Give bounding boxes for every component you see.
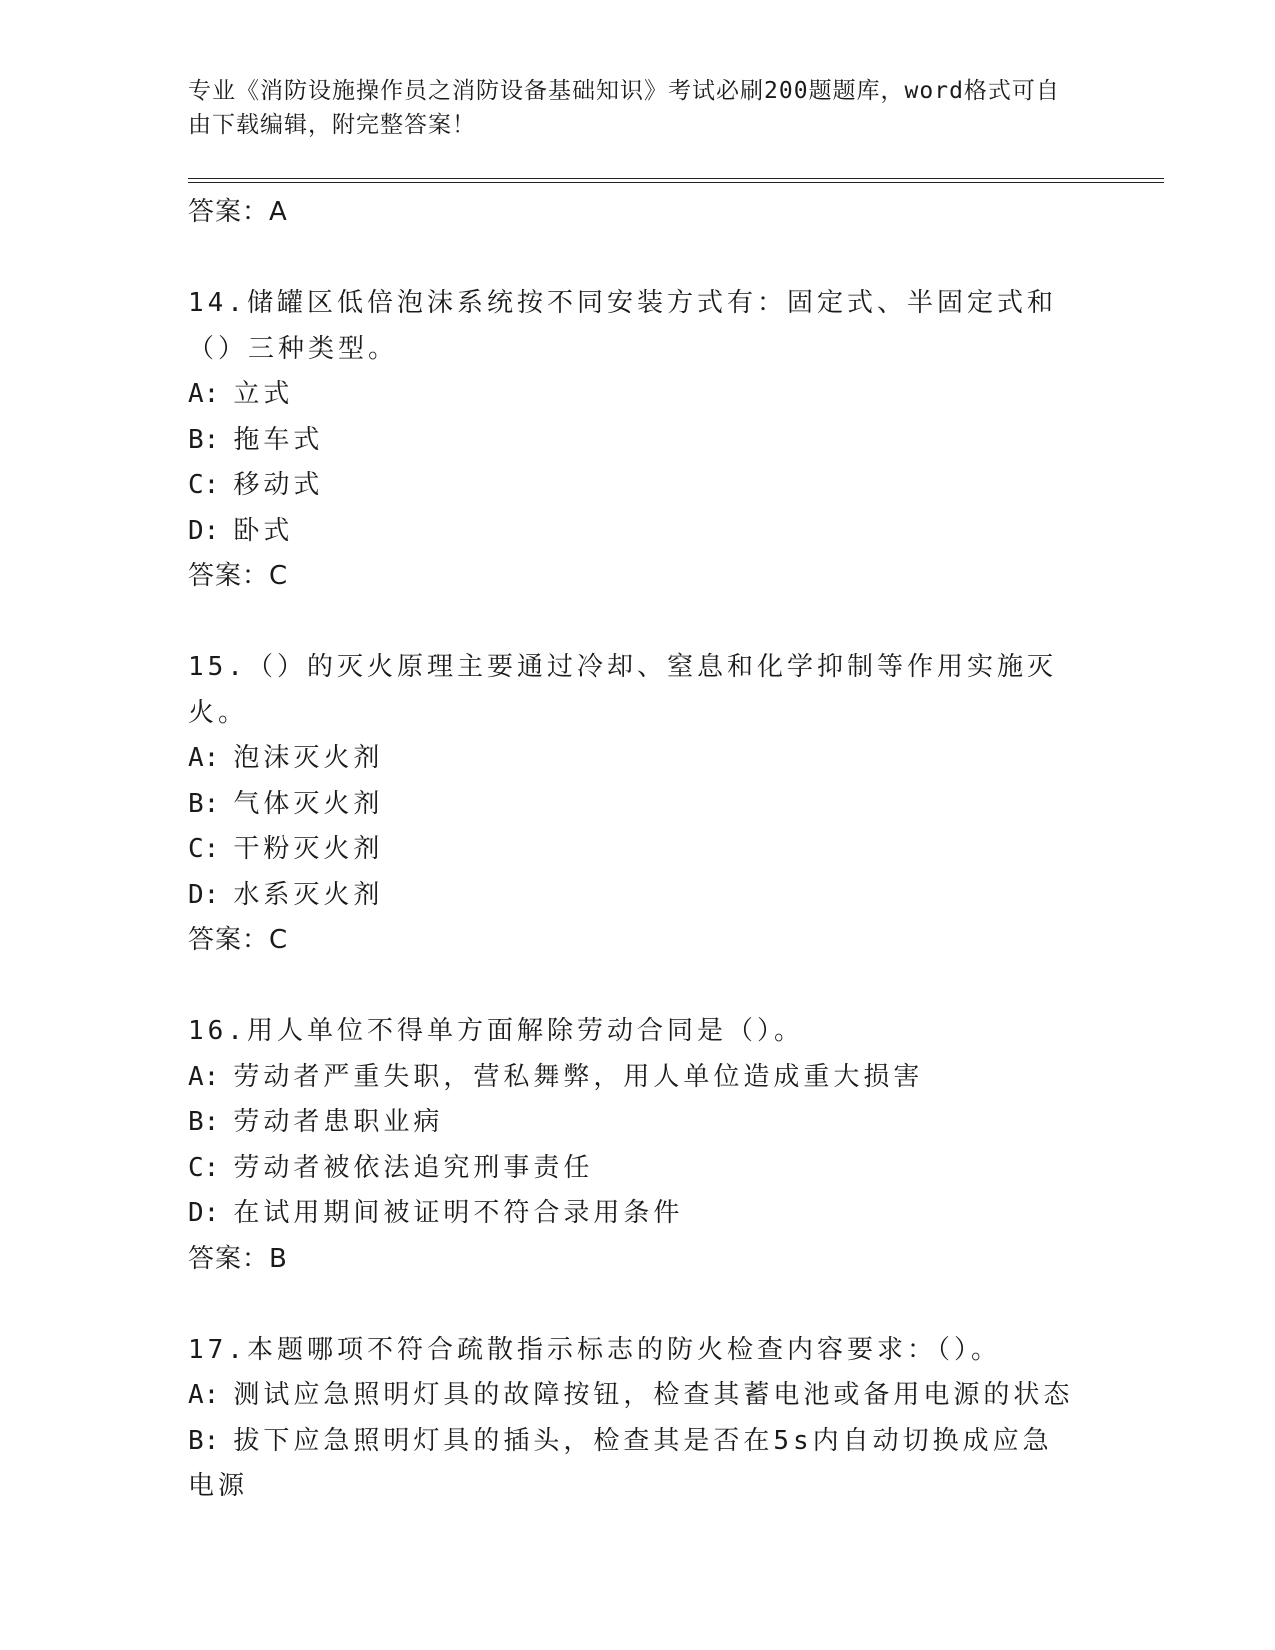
option-c [188, 463, 1088, 509]
question-list [188, 190, 1088, 1510]
option-text: 在试用期间被证明不符合录用条件 [233, 1198, 684, 1228]
option-a [188, 372, 1088, 418]
option-c [188, 1146, 1088, 1192]
option-label: A: [188, 379, 220, 409]
option-text: 拖车式 [233, 424, 324, 455]
header-divider [188, 178, 1164, 183]
option-label: D: [188, 1198, 220, 1228]
option-label: D: [188, 879, 220, 910]
page-header-title: 专业《消防设施操作员之消防设备基础知识》考试必刷200题题库，word格式可自由下载编辑，附完整答案！ [188, 78, 1060, 138]
question-stem: 15.（）的灭火原理主要通过冷却、窒息和化学抑制等作用实施灭火。 [188, 652, 1057, 728]
option-text: 干粉灭火剂 [233, 834, 384, 864]
option-text: 立式 [233, 379, 294, 409]
option-label: B: [188, 1107, 220, 1137]
answer-line: 答案：C [188, 561, 289, 591]
option-text: 气体灭火剂 [233, 788, 384, 819]
spacer [188, 236, 1088, 282]
option-label: B: [188, 424, 220, 455]
option-label: B: [188, 1425, 220, 1456]
option-label: C: [188, 1152, 220, 1183]
option-label: A: [188, 1380, 220, 1410]
option-b [188, 418, 1088, 464]
option-label: A: [188, 743, 220, 773]
answer-line: 答案：B [188, 1243, 288, 1274]
answer-line: 答案：C [188, 925, 289, 955]
option-a [188, 1373, 1088, 1419]
option-label: A: [188, 1061, 220, 1092]
option-text: 拔下应急照明灯具的插头，检查其是否在5s内自动切换成应急电源 [188, 1425, 1053, 1501]
spacer [188, 1282, 1088, 1328]
option-text: 测试应急照明灯具的故障按钮，检查其蓄电池或备用电源的状态 [233, 1380, 1074, 1410]
option-b [188, 782, 1088, 828]
option-text: 泡沫灭火剂 [233, 743, 384, 773]
spacer [188, 600, 1088, 646]
option-text: 移动式 [233, 470, 324, 500]
option-label: C: [188, 470, 220, 500]
option-b [188, 1100, 1088, 1146]
option-a [188, 1055, 1088, 1101]
answer-line: 答案：A [188, 197, 288, 227]
option-text: 水系灭火剂 [233, 879, 384, 910]
option-text: 劳动者患职业病 [233, 1107, 444, 1137]
option-d [188, 873, 1088, 919]
spacer [188, 964, 1088, 1010]
option-b [188, 1419, 1068, 1510]
question-stem: 16.用人单位不得单方面解除劳动合同是（）。 [188, 1016, 804, 1046]
option-label: B: [188, 788, 220, 819]
question-stem: 17.本题哪项不符合疏散指示标志的防火检查内容要求：（）。 [188, 1334, 1001, 1365]
option-d [188, 1191, 1088, 1237]
question-stem: 14.储罐区低倍泡沫系统按不同安装方式有：固定式、半固定式和（）三种类型。 [188, 288, 1057, 364]
option-a [188, 736, 1088, 782]
option-label: D: [188, 515, 220, 546]
option-d [188, 509, 1088, 555]
option-text: 劳动者被依法追究刑事责任 [233, 1152, 594, 1183]
option-text: 卧式 [233, 515, 294, 546]
option-c [188, 827, 1088, 873]
option-text: 劳动者严重失职，营私舞弊，用人单位造成重大损害 [233, 1061, 924, 1092]
option-label: C: [188, 834, 220, 864]
